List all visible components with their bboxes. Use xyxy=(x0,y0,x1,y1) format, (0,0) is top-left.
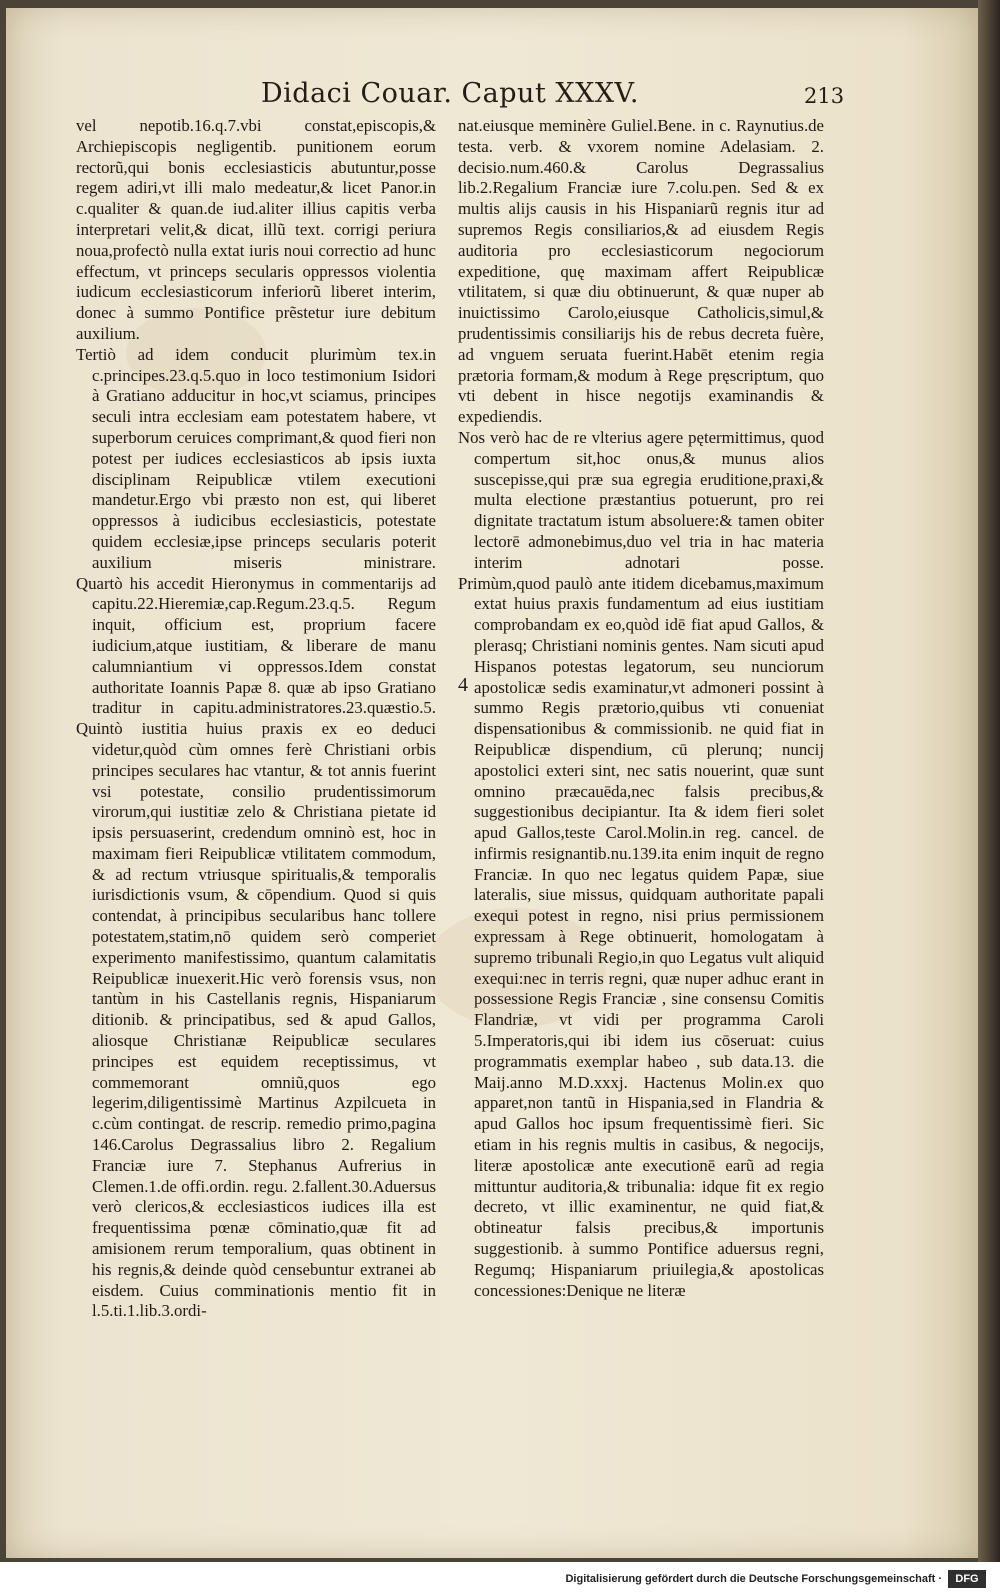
running-title: Didaci Couar. Caput XXXV. xyxy=(261,78,639,109)
page-number: 213 xyxy=(804,84,845,108)
right-column xyxy=(458,116,824,1301)
dfg-logo: DFG xyxy=(948,1570,986,1588)
paragraph: Tertiò ad idem conducit plurimùm tex.in c.principes.23.q.5.quo in loco testimonium Isidori à Gratiano adducitur in hoc,vt sciamus, principes seculi intra ecclesiam eam potestatem habere, vt superborum ceruices comprimant,& quod fieri non potest per iudices ecclesiasticos ab ipsis iuxta disciplinam Reipublicæ vtilem executioni mandetur.Ergo vbi præsto non est, qui liberet oppressos à iudicibus ecclesiasticis, potestate quidem ecclesiæ,ipse princeps secularis poterit auxilium miseris ministrare. xyxy=(76,344,436,572)
marginal-note-number: 4 xyxy=(458,674,468,696)
footer-bar xyxy=(0,1562,1000,1596)
paragraph: nat.eiusque meminère Guliel.Bene. in c. Raynutius.de testa. verb. & vxorem nomine Adelasiam. 2. decisio.num.460.& Carolus Degrassalius lib.2.Regalium Franciæ iure 7.colu.pen. Sed & ex multis alijs causis in his Hispaniarũ regnis itur ad supremos Regis consiliarios,& ad eiusdem Regis auditoria pro ecclesiasticorum negociorum expeditione, quę maximam affert Reipublicæ vtilitatem, si quæ diu obtinuerunt, & quæ nuper ab inuictissimo Carolo,eiusque Catholicis,simul,& prudentissimis consiliarijs his de rebus decreta fuère, ad vnguem seruata fuerint.Habēt etenim regia prætoria formam,& modum à Rege pręscriptum, quo vti debent in hisce negotijs examinandis & expediendis. xyxy=(458,116,824,427)
book-edge xyxy=(978,0,1000,1562)
left-column xyxy=(76,116,436,1322)
book-page xyxy=(6,8,978,1558)
paragraph: Nos verò hac de re vlterius agere pętermittimus, quod compertum sit,hoc onus,& munus alios suscepisse,qui præ sua egregia eruditione,praxi,& multa electione præstantius potuerunt, pro rei dignitate tractatum istum absoluere:& tamen obiter lectorē admonebimus,duo vel tria in hac materia interim adnotari posse. xyxy=(458,427,824,572)
paragraph: vel nepotib.16.q.7.vbi constat,episcopis,& Archiepiscopis negligentib. punitionem eorum rectorũ,qui bonis ecclesiasticis abutuntur,posse regem adiri,vt illi malo medeatur,& licet Panor.in c.qualiter & quan.de iud.aliter illius capitis verba interpretari velit,& dicat, illũ text. corrigi periura noua,profectò nulla extat iuris noui correctio ad hunc effectum, vt princeps secularis oppressos violentia iudicum ecclesiasticorum inferiorũ liberet interim, donec à summo Pontifice prẽstetur iure debitum auxilium. xyxy=(76,116,436,343)
page-header xyxy=(6,78,978,118)
funding-credit: Digitalisierung gefördert durch die Deutsche Forschungsgemeinschaft · xyxy=(565,1573,942,1585)
paragraph: Primùm,quod paulò ante itidem dicebamus,maximum extat huius praxis fundamentum ad eius iustitiam comprobandam ex eo,quòd idē fiat apud Gallos, & plerasq; Christiani nominis gentes. Nam sicuti apud Hispanos potestas legatorum, seu nunciorum apostolicæ sedis examinatur,vt admoneri possint à summo Regis prætorio,quibus vti conueniat dispensationibus & commissionib. ne quid fiat in Reipublicæ dispendium, cū plerunq; nuncij apostolici exteri sint, nec satis nouerint, quæ sunt omnino præcauēda,nec falsis precibus,& suggestionibus decipiantur. Ita & idem fieri solet apud Gallos,teste Carol.Molin.in reg. cancel. de infirmis resignantib.nu.139.ita enim inquit de regno Franciæ. In quo nec legatus quidem Papæ, siue lateralis, siue missus, quidquam authoritate papali exequi potest in regno, nisi prius permissionem expressam à Rege obtinuerit, homologatam à supremo tribunali Regio,in quo Legatus vult aliquid exequi:nec in terris regni, quæ nuper adhuc erant in possessione Regis Franciæ , sine consensu Comitis Flandriæ, vt vidi per programma Caroli 5.Imperatoris,qui ibi idem ius cōseruat: cuius programmatis exemplar habeo , sub data.13. die Maij.anno M.D.xxxj. Hactenus Molin.ex quo apparet,non tantũ in Hispania,sed in Flandria & apud Gallos hoc ipsum frequentissimè fieri. Sic etiam in his regnis multis in casibus, & negocijs, literæ apostolicæ ante executionē earũ ad regia mittuntur auditoria,& tribunalia: idque fit ex regio decreto, vt illic examinentur, ne quid fiat,& obtineatur falsis precibus,& importunis suggestionib. à summo Pontifice aduersus regni, Regumq; Hispaniarum priuilegia,& apostolicas concessiones:Denique ne literæ xyxy=(458,573,824,1300)
paragraph: Quartò his accedit Hieronymus in commentarijs ad capitu.22.Hieremiæ,cap.Regum.23.q.5. Regum inquit, officium est, proprium facere iudicium,atque iustitiam, & liberare de manu calumniantium vi oppressos.Idem constat authoritate Ioannis Papæ 8. quæ ab ipso Gratiano traditur in capitu.administratores.23.quæstio.5. xyxy=(76,573,436,718)
paragraph: Quintò iustitia huius praxis ex eo deduci videtur,quòd cùm omnes ferè Christiani orbis principes seculares hac vtantur, & tot annis fuerint vsi potestate, consilio prudentissimorum virorum,qui iustitiæ zelo & Christiana pietate id ipsis persuaserint, credendum omninò est, hoc in maximam fieri Reipublicæ vtilitatem commodum, & ad rectum vtriusque spiritualis,& temporalis iurisdictionis vsum, & cōpendium. Quod si quis contendat, à principibus secularibus hanc tollere potestatem,statim,nō quidem serò comperiet experimento manifestissimo, quantum calamitatis Reipublicæ inuexerit.Hic verò forensis vsus, non tantùm in his Castellanis regnis, Hispaniarum ditionib. & principatibus, sed & apud Gallos, aliosque Christianæ Reipublicæ seculares principes est equidem receptissimus, vt commemorant omniũ,quos ego legerim,diligentissimè Martinus Azpilcueta in c.cùm contingat. de rescrip. remedio primo,pagina 146.Carolus Degrassalius libro 2. Regalium Franciæ iure 7. Stephanus Aufrerius in Clemen.1.de offi.ordin. regu. 2.fallent.30.Aduersus verò clericos,& ecclesiasticos iudices illa est frequentissima pœnæ cōminatio,quæ fit ad amisionem rerum temporalium, quas obtinent in his regnis,& deinde quòd censebuntur extranei ab eisdem. Cuius comminationis mentio fit in l.5.ti.1.lib.3.ordi- xyxy=(76,719,436,1321)
